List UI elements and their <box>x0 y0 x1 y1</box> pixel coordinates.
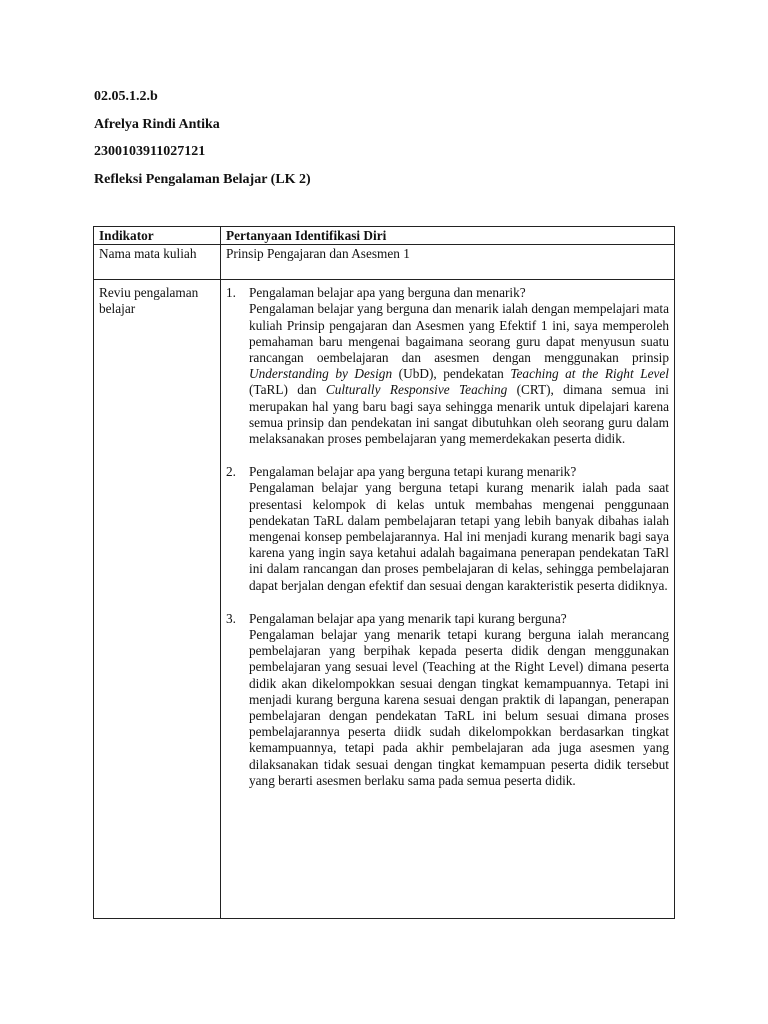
review-row <box>94 280 675 919</box>
item-answer: Pengalaman belajar yang berguna dan menarik ialah dengan mempelajari mata kuliah Prinsip pengajaran dan Asesmen yang Efektif 1 ini, saya memperoleh pemahaman baru mengenai bagaimana seorang guru dapat menyusun suatu rancangan oembelajaran dan asesmen dengan menggunakan prinsip Understanding by Design (UbD), pendekatan Teaching at the Right Level (TaRL) dan Culturally Responsive Teaching (CRT), dimana semua ini merupakan hal yang baru bagi saya sehingga menarik untuk dipelajari karena semua prinsip dan pendekatan ini sangat dibutuhkan oleh seorang guru dalam melaksanakan proses pembelajaran yang memerdekakan peserta didik. <box>249 301 670 447</box>
course-value: Prinsip Pengajaran dan Asesmen 1 <box>221 245 675 280</box>
header-pertanyaan: Pertanyaan Identifikasi Diri <box>221 227 675 245</box>
list-item <box>226 464 669 594</box>
document-title: Refleksi Pengalaman Belajar (LK 2) <box>94 172 311 187</box>
item-question: Pengalaman belajar apa yang berguna dan menarik? <box>249 285 526 301</box>
course-row <box>94 245 675 280</box>
item-question: Pengalaman belajar apa yang menarik tapi kurang berguna? <box>249 610 567 626</box>
item-answer: Pengalaman belajar yang menarik tetapi kurang berguna ialah merancang pembelajaran yang berpihak kepada peserta didik dengan menggunakan pembelajaran yang sesuai level (Teaching at the Right Level) dimana peserta didik akan dikelompokkan sesuai dengan tingkat kemampuannya. Tetapi ini menjadi kurang berguna karena sesuai dengan praktik di lapangan, penerapan pembelajaran dengan pendekatan TaRL ini belum sesuai dimana proses pembelajarannya peserta diidk sudah dikelompokkan berdasarkan tingkat kemampuannya, tetapi pada akhir pembelajaran ada juga asesmen yang dilaksanakan tidak sesuai dengan tingkat kemampuan peserta didik tersebut yang berarti asesmen berlaku sama pada semua peserta didik. <box>249 627 669 788</box>
course-label: Nama mata kuliah <box>94 245 221 280</box>
student-id: 2300103911027121 <box>94 144 206 159</box>
list-item <box>226 611 669 789</box>
item-answer: Pengalaman belajar yang berguna tetapi kurang menarik ialah pada saat presentasi kelompok di kelas untuk membahas mengenai penggunaan pendekatan TaRL dalam pembelajaran tetapi yang lebih banyak dibahas ialah mengenai konsep pembelajarannya. Hal ini menjadi kurang menarik bagi saya karena yang ingin saya ketahui adalah bagaimana penerapan pendekatan TaRl ini dalam rancangan dan proses pembelajaran di kelas, sehingga pembelajaran dapat berjalan dengan efektif dan sesuai dengan karakteristik peserta didiknya. <box>249 480 669 593</box>
student-name: Afrelya Rindi Antika <box>94 117 220 132</box>
table-header-row <box>94 227 675 245</box>
review-label: Reviu pengalaman belajar <box>94 280 221 919</box>
item-number: 2. <box>226 464 236 480</box>
item-question: Pengalaman belajar apa yang berguna tetapi kurang menarik? <box>249 464 577 480</box>
document-code: 02.05.1.2.b <box>94 89 158 104</box>
item-number: 3. <box>226 610 236 626</box>
header-indikator: Indikator <box>94 227 221 245</box>
question-list <box>226 285 669 789</box>
review-content <box>221 280 675 919</box>
reflection-table <box>93 226 675 919</box>
item-number: 1. <box>226 285 236 301</box>
list-item <box>226 285 669 447</box>
